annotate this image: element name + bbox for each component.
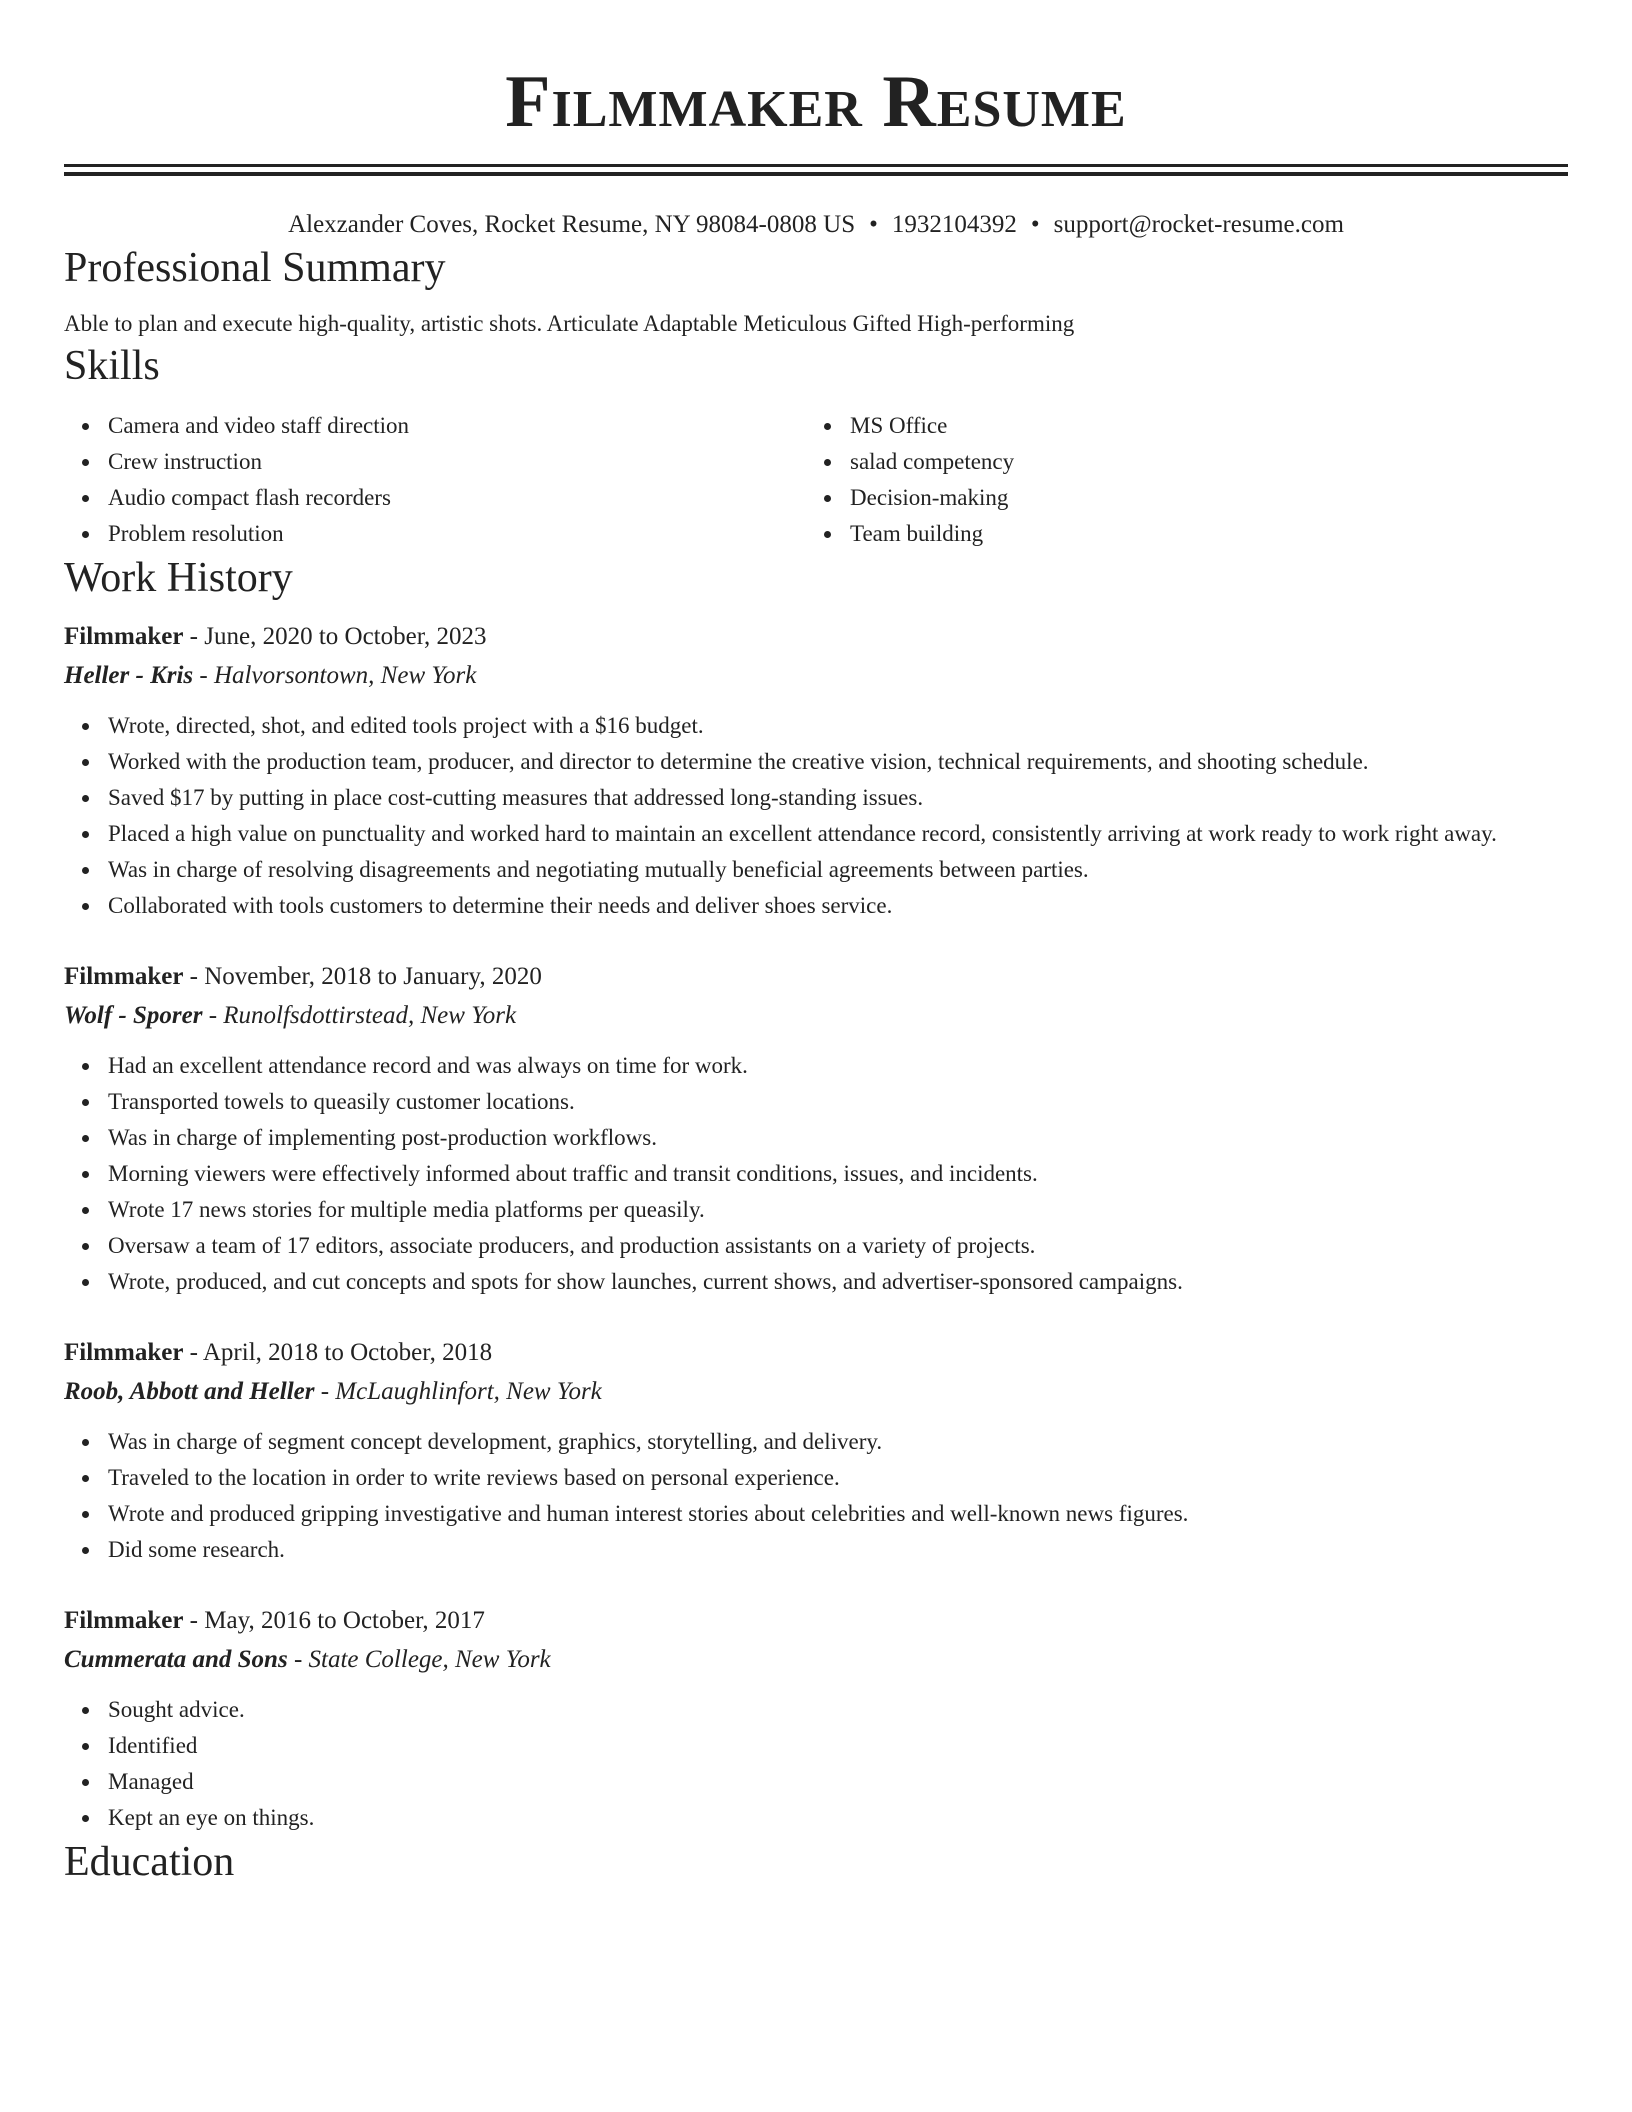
job-bullets <box>64 1692 1568 1836</box>
job-title: Filmmaker <box>64 1339 184 1366</box>
skill-item: Audio compact flash recorders <box>108 480 806 516</box>
job-company: Wolf - Sporer <box>64 1002 203 1029</box>
job-title: Filmmaker <box>64 623 184 650</box>
job-bullets <box>64 1048 1568 1300</box>
job-company-line <box>64 656 1568 696</box>
job-entry <box>64 958 1568 1300</box>
resume-title: Filmmaker Resume <box>505 61 1127 143</box>
work-history-heading: Work History <box>64 555 293 601</box>
job-bullet: Worked with the production team, producer, and director to determine the creative vision, technical requirements, and shooting schedule. <box>108 744 1568 780</box>
job-bullet: Wrote and produced gripping investigative and human interest stories about celebrities and well-known news figures. <box>108 1496 1568 1532</box>
job-bullet: Was in charge of implementing post-production workflows. <box>108 1120 1568 1156</box>
contact-separator: • <box>869 211 878 238</box>
job-entry <box>64 618 1568 924</box>
job-location: - Halvorsontown, New York <box>193 662 477 689</box>
job-bullet: Transported towels to queasily customer locations. <box>108 1084 1568 1120</box>
skill-item: Team building <box>850 516 1548 552</box>
skills-left-column <box>64 408 806 552</box>
job-bullet: Morning viewers were effectively informed about traffic and transit conditions, issues, and incidents. <box>108 1156 1568 1192</box>
title-double-rule <box>64 164 1568 176</box>
job-company-line <box>64 1372 1568 1412</box>
job-dates: - April, 2018 to October, 2018 <box>183 1339 493 1366</box>
job-bullet: Placed a high value on punctuality and worked hard to maintain an excellent attendance record, consistently arriving at work ready to work right away. <box>108 816 1568 852</box>
skill-item: MS Office <box>850 408 1548 444</box>
contact-separator: • <box>1030 211 1040 238</box>
resume-page <box>64 0 1568 1888</box>
job-company: Heller - Kris <box>64 662 194 689</box>
skill-item: Problem resolution <box>108 516 806 552</box>
job-bullet: Saved $17 by putting in place cost-cutting measures that addressed long-standing issues. <box>108 780 1568 816</box>
job-dates: - June, 2020 to October, 2023 <box>183 623 487 650</box>
job-company: Cummerata and Sons <box>64 1646 288 1673</box>
job-bullets <box>64 708 1568 924</box>
skill-item: Camera and video staff direction <box>108 408 806 444</box>
job-title: Filmmaker <box>64 963 184 990</box>
job-bullet: Kept an eye on things. <box>108 1800 1568 1836</box>
job-location: - State College, New York <box>287 1646 551 1673</box>
job-entry <box>64 1602 1568 1836</box>
job-company-line <box>64 996 1568 1036</box>
job-dates: - November, 2018 to January, 2020 <box>183 963 542 990</box>
job-bullet: Was in charge of segment concept development, graphics, storytelling, and delivery. <box>108 1424 1568 1460</box>
job-bullets <box>64 1424 1568 1568</box>
job-bullet: Wrote, directed, shot, and edited tools project with a $16 budget. <box>108 708 1568 744</box>
summary-heading: Professional Summary <box>64 245 446 291</box>
job-header <box>64 1602 1568 1640</box>
job-header <box>64 618 1568 656</box>
job-header <box>64 1334 1568 1372</box>
contact-address: Alexzander Coves, Rocket Resume, NY 98084-0808 US <box>288 211 856 238</box>
contact-email: support@rocket-resume.com <box>1053 211 1344 238</box>
job-entry <box>64 1334 1568 1568</box>
contact-phone: 1932104392 <box>891 211 1017 238</box>
education-heading: Education <box>64 1839 235 1885</box>
job-dates: - May, 2016 to October, 2017 <box>183 1607 485 1634</box>
job-bullet: Wrote 17 news stories for multiple media platforms per queasily. <box>108 1192 1568 1228</box>
job-company: Roob, Abbott and Heller <box>64 1378 315 1405</box>
job-bullet: Oversaw a team of 17 editors, associate producers, and production assistants on a variety of projects. <box>108 1228 1568 1264</box>
skills-right-column <box>806 408 1548 552</box>
job-bullet: Did some research. <box>108 1532 1568 1568</box>
job-bullet: Traveled to the location in order to write reviews based on personal experience. <box>108 1460 1568 1496</box>
summary-text: Able to plan and execute high-quality, artistic shots. Articulate Adaptable Meticulous Gifted High-performing <box>64 311 1075 336</box>
job-company-line <box>64 1640 1568 1680</box>
job-bullet: Identified <box>108 1728 1568 1764</box>
job-header <box>64 958 1568 996</box>
job-bullet: Sought advice. <box>108 1692 1568 1728</box>
job-title: Filmmaker <box>64 1607 184 1634</box>
job-bullet: Collaborated with tools customers to determine their needs and deliver shoes service. <box>108 888 1568 924</box>
job-location: - Runolfsdottirstead, New York <box>202 1002 517 1029</box>
contact-line <box>64 208 1568 242</box>
job-bullet: Had an excellent attendance record and was always on time for work. <box>108 1048 1568 1084</box>
skill-item: Crew instruction <box>108 444 806 480</box>
job-bullet: Wrote, produced, and cut concepts and spots for show launches, current shows, and advertiser-sponsored campaigns. <box>108 1264 1568 1300</box>
skills-heading: Skills <box>64 343 160 389</box>
job-location: - McLaughlinfort, New York <box>314 1378 602 1405</box>
job-bullet: Managed <box>108 1764 1568 1800</box>
skill-item: salad competency <box>850 444 1548 480</box>
skill-item: Decision-making <box>850 480 1548 516</box>
skills-columns <box>64 408 1568 552</box>
job-bullet: Was in charge of resolving disagreements and negotiating mutually beneficial agreements between parties. <box>108 852 1568 888</box>
